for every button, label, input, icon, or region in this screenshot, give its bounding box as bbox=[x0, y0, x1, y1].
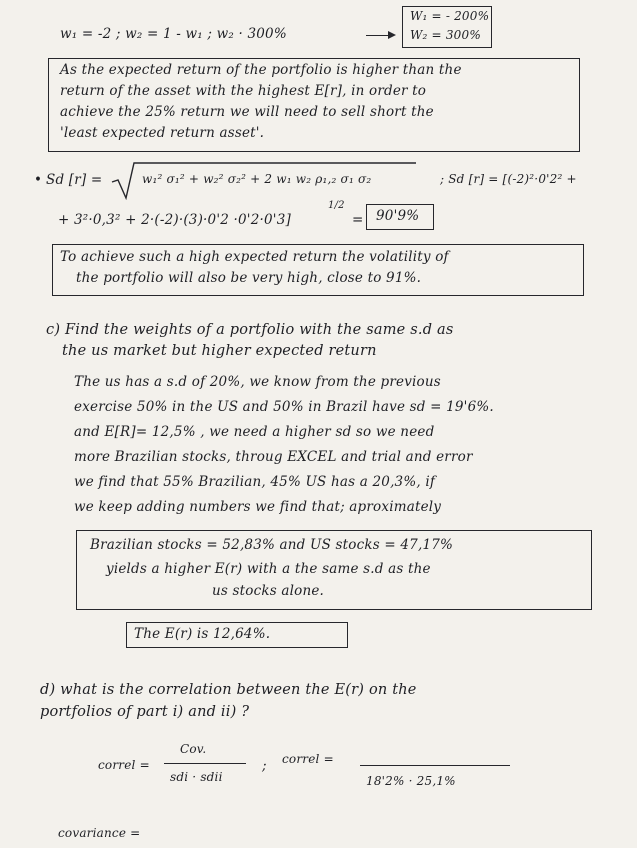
box1-line-1: As the expected return of the portfolio is higher than the bbox=[60, 62, 462, 78]
box2-line-1: To achieve such a high expected return the volatility of bbox=[60, 249, 449, 265]
sd-line-2: + 3²·0,3² + 2·(-2)·(3)·0'2 ·0'2·0'3] bbox=[58, 212, 291, 228]
c-box-line-1: Brazilian stocks = 52,83% and US stocks = 47,17% bbox=[90, 537, 454, 553]
correl-label: correl = bbox=[98, 758, 150, 772]
part-c-body-6: we keep adding numbers we find that; aproximately bbox=[74, 499, 442, 515]
part-c-question-2: the us market but higher expected return bbox=[62, 343, 377, 359]
part-c-body-5: we find that 55% Brazilian, 45% US has a 20,3%, if bbox=[74, 474, 436, 490]
part-c-body-1: The us has a s.d of 20%, we know from the previous bbox=[74, 374, 441, 390]
arrow-line bbox=[366, 35, 390, 36]
sd-sqrt-content: w₁² σ₁² + w₂² σ₂² + 2 w₁ w₂ ρ₁,₂ σ₁ σ₂ bbox=[142, 172, 372, 186]
sd-lhs: Sd [r] = bbox=[46, 172, 103, 188]
correl-denominator: sdi · sdii bbox=[170, 770, 223, 784]
c-box-line-2: yields a higher E(r) with a the same s.d as the bbox=[106, 561, 431, 577]
sd-result: 90'9% bbox=[376, 208, 420, 224]
bullet: • bbox=[34, 172, 43, 188]
part-c-question-1: c) Find the weights of a portfolio with the same s.d as bbox=[46, 322, 454, 338]
w2-result: W₂ = 300% bbox=[410, 28, 481, 42]
er-result: The E(r) is 12,64%. bbox=[134, 626, 271, 642]
part-c-body-4: more Brazilian stocks, throug EXCEL and trial and error bbox=[74, 449, 473, 465]
covariance-label: covariance = bbox=[58, 826, 141, 840]
sd-rhs: ; Sd [r] = [(-2)²·0'2² + bbox=[440, 172, 577, 186]
fraction-bar-2 bbox=[360, 765, 510, 766]
fraction-bar bbox=[164, 763, 246, 764]
semicolon: ; bbox=[262, 758, 267, 774]
sd-equals: = bbox=[352, 212, 364, 228]
c-box-line-3: us stocks alone. bbox=[212, 583, 325, 599]
correl-label-2: correl = bbox=[282, 752, 334, 766]
box1-line-3: achieve the 25% return we will need to sell short the bbox=[60, 104, 434, 120]
part-d-question-1: d) what is the correlation between the E(r) on the bbox=[40, 682, 417, 698]
correl-numerator: Cov. bbox=[180, 742, 207, 756]
w1-result: W₁ = - 200% bbox=[410, 9, 490, 23]
weights-given-text: w₁ = -2 ; w₂ = 1 - w₁ ; w₂ · 300% bbox=[60, 26, 287, 42]
correl-denominator-2: 18'2% · 25,1% bbox=[366, 774, 456, 788]
box1-line-2: return of the asset with the highest E[r], in order to bbox=[60, 83, 427, 99]
box2-line-2: the portfolio will also be very high, close to 91%. bbox=[76, 270, 422, 286]
part-c-body-2: exercise 50% in the US and 50% in Brazil have sd = 19'6%. bbox=[74, 399, 494, 415]
part-c-body-3: and E[R]= 12,5% , we need a higher sd so we need bbox=[74, 424, 435, 440]
sd-power: 1/2 bbox=[328, 200, 345, 211]
box1-line-4: 'least expected return asset'. bbox=[60, 125, 265, 141]
arrow-head-icon bbox=[388, 31, 396, 39]
part-d-question-2: portfolios of part i) and ii) ? bbox=[40, 704, 250, 720]
